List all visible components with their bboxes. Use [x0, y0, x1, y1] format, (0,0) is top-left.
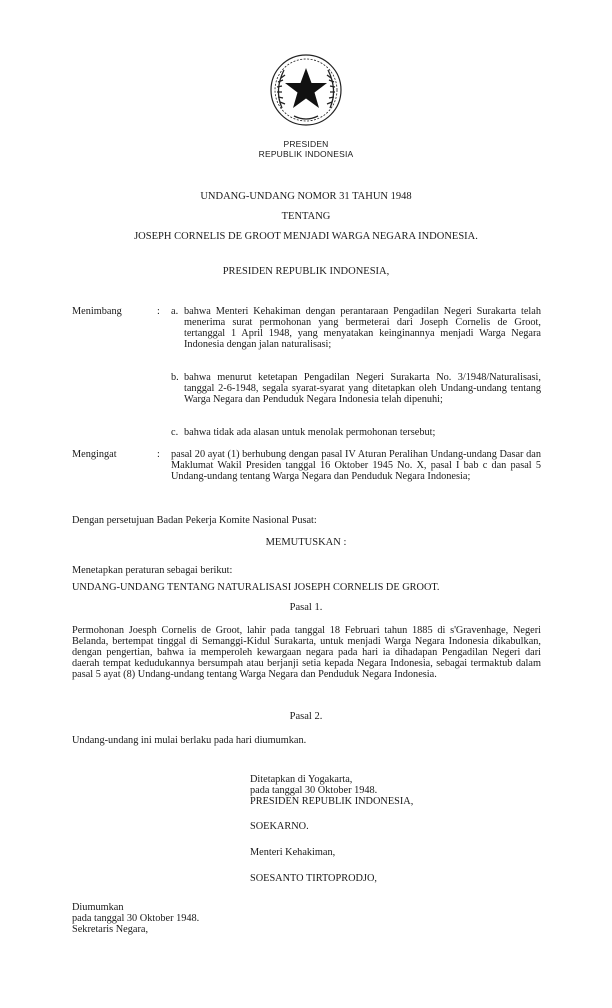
menimbang-item-b: bahwa menurut ketetapan Pengadilan Negeri Surakarta No. 3/1948/Naturalisasi, tanggal 2-6-1948, segala syarat-syarat yang ditetapkan oleh Undang-undang tentang Warga Negara dan Penduduk Negara Indonesia telah dipenuhi;	[184, 372, 541, 405]
law-subject: JOSEPH CORNELIS DE GROOT MENJADI WARGA NEGARA INDONESIA.	[134, 231, 478, 242]
menimbang-marker-a: a.	[171, 306, 179, 317]
promulgation-line-1: Diumumkan	[72, 902, 124, 913]
menimbang-item-a: bahwa Menteri Kehakiman dengan perantaraan Pengadilan Negeri Surakarta telah menerima surat permohonan yang bermeterai dari Joseph Cornelis de Groot, tertanggal 1 April 1948, yang menyatakan keinginannya menjadi Warga Negara Indonesia dengan jalan naturalisasi;	[184, 306, 541, 350]
menimbang-marker-c: c.	[171, 427, 179, 438]
state-emblem-icon	[268, 52, 344, 128]
signature-minister: SOESANTO TIRTOPRODJO,	[250, 873, 377, 884]
establish-line: Menetapkan peraturan sebagai berikut:	[72, 565, 233, 576]
promulgation-line-3: Sekretaris Negara,	[72, 924, 149, 935]
article-1-text: Permohonan Joesph Cornelis de Groot, lahir pada tanggal 18 Februari tahun 1885 di s'Gravenhage, Negeri Belanda, bertempat tinggal di Semanggi-Kidul Surakarta, untuk menjadi Warga Negara Indonesia dikabulkan, dengan pengertian, bahwa ia memperoleh kewargaan negara pada hari ia dihadapan Pengadilan Negeri dari daerah tempat kedudukannya bersumpah atau berjanji setia kepada Negara Indonesia, sebagai termaktub dalam pasal 5 ayat (8) Undang-undang tentang Warga Negara dan Penduduk Negara Indonesia.	[72, 625, 541, 680]
menimbang-marker-b: b.	[171, 372, 179, 383]
law-title: UNDANG-UNDANG NOMOR 31 TAHUN 1948	[200, 191, 412, 202]
law-about: TENTANG	[281, 211, 331, 222]
promulgation-line-2: pada tanggal 30 Oktober 1948.	[72, 913, 200, 924]
letterhead-line-1: PRESIDEN	[283, 139, 329, 149]
signature-office: PRESIDEN REPUBLIK INDONESIA,	[250, 796, 414, 807]
article-1-heading: Pasal 1.	[289, 602, 323, 613]
approval-line: Dengan persetujuan Badan Pekerja Komite Nasional Pusat:	[72, 515, 317, 526]
decision-heading: MEMUTUSKAN :	[265, 537, 347, 548]
enacting-authority: PRESIDEN REPUBLIK INDONESIA,	[222, 266, 390, 277]
mengingat-label: Mengingat	[72, 449, 117, 460]
article-2-heading: Pasal 2.	[289, 711, 323, 722]
signature-minister-title: Menteri Kehakiman,	[250, 847, 336, 858]
menimbang-colon: :	[157, 306, 160, 317]
menimbang-item-c: bahwa tidak ada alasan untuk menolak permohonan tersebut;	[184, 427, 436, 438]
menimbang-label: Menimbang	[72, 306, 122, 317]
letterhead-line-2: REPUBLIK INDONESIA	[258, 149, 354, 159]
mengingat-text: pasal 20 ayat (1) berhubung dengan pasal IV Aturan Peralihan Undang-undang Dasar dan Maklumat Wakil Presiden tanggal 16 Oktober 1945 No. X, pasal I bab c dan pasal 5 Undang-undang tentang Warga Negara dan Penduduk Negara Indonesia;	[171, 449, 541, 482]
signature-president: SOEKARNO.	[250, 821, 309, 832]
law-name: UNDANG-UNDANG TENTANG NATURALISASI JOSEPH CORNELIS DE GROOT.	[72, 582, 440, 593]
mengingat-colon: :	[157, 449, 160, 460]
signature-date: pada tanggal 30 Oktober 1948.	[250, 785, 378, 796]
signature-place: Ditetapkan di Yogakarta,	[250, 774, 353, 785]
article-2-text: Undang-undang ini mulai berlaku pada hari diumumkan.	[72, 735, 307, 746]
